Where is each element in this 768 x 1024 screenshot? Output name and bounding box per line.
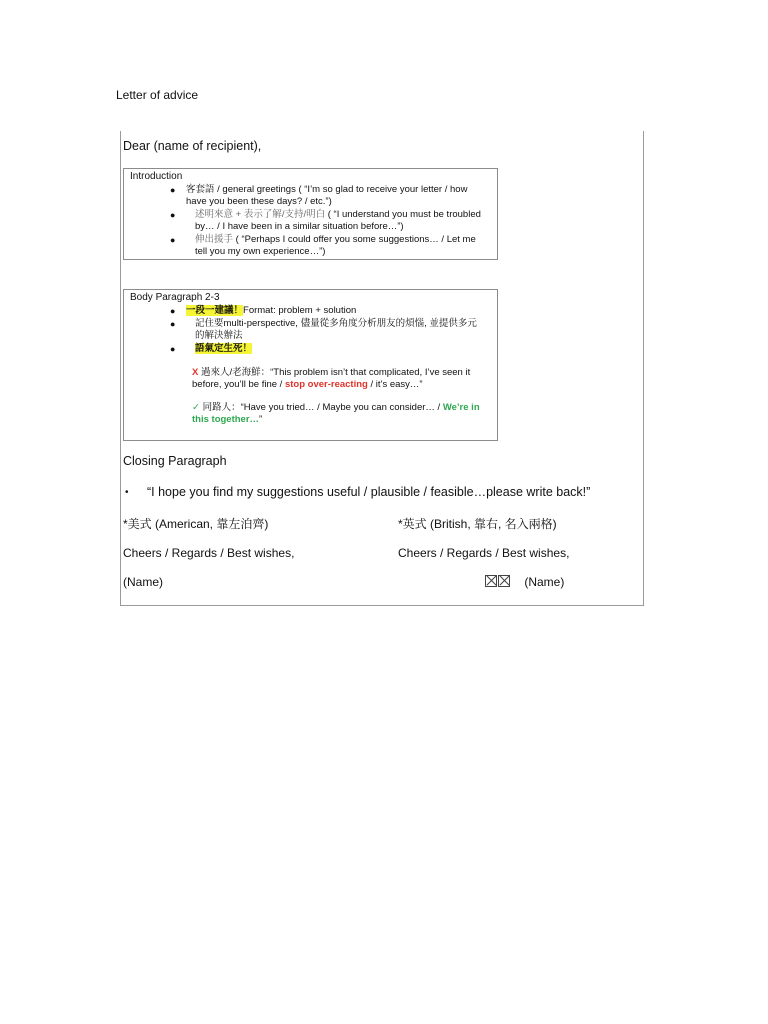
bullet-icon: ● <box>170 306 176 316</box>
bullet-icon: ● <box>170 185 176 195</box>
british-signoff: Cheers / Regards / Best wishes, <box>398 546 570 560</box>
closing-quote: • “I hope you find my suggestions useful / plausible / feasible…please write back!” <box>125 485 591 499</box>
closing-paragraph-title: Closing Paragraph <box>123 454 227 468</box>
introduction-title: Introduction <box>130 171 183 182</box>
good-tone-example: ✓ 同路人：“Have you tried… / Maybe you can consider… / We’re in this together…” <box>192 402 480 425</box>
bullet-icon: ● <box>170 235 176 245</box>
list-item: ● 記住要multi-perspective, 儘量從多角度分析朋友的煩惱, 並提供多元的解決辦法 <box>170 318 477 341</box>
letter-template-image <box>120 131 644 606</box>
bad-tone-example: X 過來人/老海鮮：“This problem isn’t that complicated, I’ve seen it before, you’ll be fine / stop over-reacting / it’s easy…” <box>192 367 471 390</box>
british-name: (Name) <box>485 575 564 589</box>
bullet-icon: ● <box>170 319 176 329</box>
placeholder-box-icon <box>485 575 497 587</box>
list-item: ● 客套語 / general greetings ( “I’m so glad to receive your letter / how have you been these days? / etc.”) <box>170 184 468 207</box>
list-item: ● 語氣定生死！ <box>170 343 253 354</box>
cross-icon: X <box>192 367 199 378</box>
introduction-box <box>123 168 498 260</box>
british-style-label: *英式 (British, 靠右, 名入兩格) <box>398 517 557 531</box>
list-item: ● 一段一建議！Format: problem + solution <box>170 305 357 316</box>
list-item: ● 伸出援手 ( “Perhaps I could offer you some suggestions… / Let me tell you my own experience…”) <box>170 234 476 257</box>
bullet-icon: • <box>125 487 129 499</box>
bullet-icon: ● <box>170 344 176 354</box>
salutation: Dear (name of recipient), <box>123 139 262 153</box>
american-signoff: Cheers / Regards / Best wishes, <box>123 546 295 560</box>
document-heading: Letter of advice <box>116 88 199 102</box>
body-paragraph-box <box>123 289 498 441</box>
list-item: ● 述明來意 + 表示了解/支持/明白 ( “I understand you must be troubled by… / I have been in a similar situation before…”) <box>170 209 481 232</box>
body-paragraph-title: Body Paragraph 2-3 <box>130 292 220 303</box>
body-paragraph-list <box>124 305 497 355</box>
placeholder-box-icon <box>498 575 510 587</box>
bullet-icon: ● <box>170 210 176 220</box>
american-name: (Name) <box>123 575 164 589</box>
introduction-list <box>124 184 497 258</box>
check-icon: ✓ <box>192 402 200 413</box>
american-style-label: *美式 (American, 靠左泊齊) <box>123 517 269 531</box>
